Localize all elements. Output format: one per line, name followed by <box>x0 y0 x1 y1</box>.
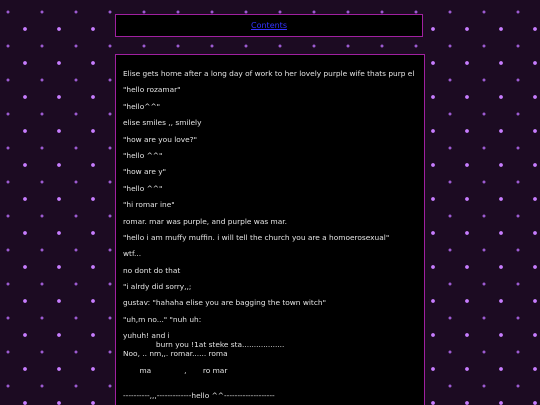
story-line: "hi romar ine" <box>123 200 175 210</box>
story-line: wtf... <box>123 249 142 259</box>
story-line: "how are y" <box>123 167 167 177</box>
story-line: "hello i am muffy muffin. i will tell the church you are a homoerosexual" <box>123 232 390 242</box>
story-block-line: yuhuh! and i <box>123 331 170 341</box>
contents-link[interactable]: Contents <box>251 21 287 30</box>
story-line: elise smiles ,, smilely <box>123 118 202 128</box>
story-block-line: ma , ro mar <box>123 366 228 376</box>
story-line: "i alrdy did sorry,,; <box>123 282 192 292</box>
story-line: "how are you love?" <box>123 134 198 144</box>
spacer <box>123 375 418 383</box>
story-line: Elise gets home after a long day of work to her lovely purple wife thats purp el <box>123 69 415 78</box>
spacer <box>123 383 418 391</box>
story-line: "uh,m no..." "nuh uh: <box>123 314 202 324</box>
story-block-line: Noo, .. nm,,. romar...... roma <box>123 349 228 359</box>
story-line: gustav: "hahaha elise you are bagging the town witch" <box>123 298 326 308</box>
spacer <box>123 358 418 366</box>
story-panel <box>115 54 425 405</box>
story-line: romar. mar was purple, and purple was mar. <box>123 216 287 226</box>
story-line: "hello ^^" <box>123 150 163 160</box>
story-line: "hello^^" <box>123 101 161 111</box>
story-block-1 <box>123 331 418 358</box>
story-divider: ----------,,,-------------hello ^^------------------- <box>123 391 275 401</box>
story-line: "hello rozamar" <box>123 85 181 95</box>
story-line: no dont do that <box>123 265 181 275</box>
header-box <box>115 14 423 37</box>
story-block-line: burn you !1at steke sta.................. <box>123 340 285 350</box>
story-line: "hello ^^" <box>123 183 163 193</box>
